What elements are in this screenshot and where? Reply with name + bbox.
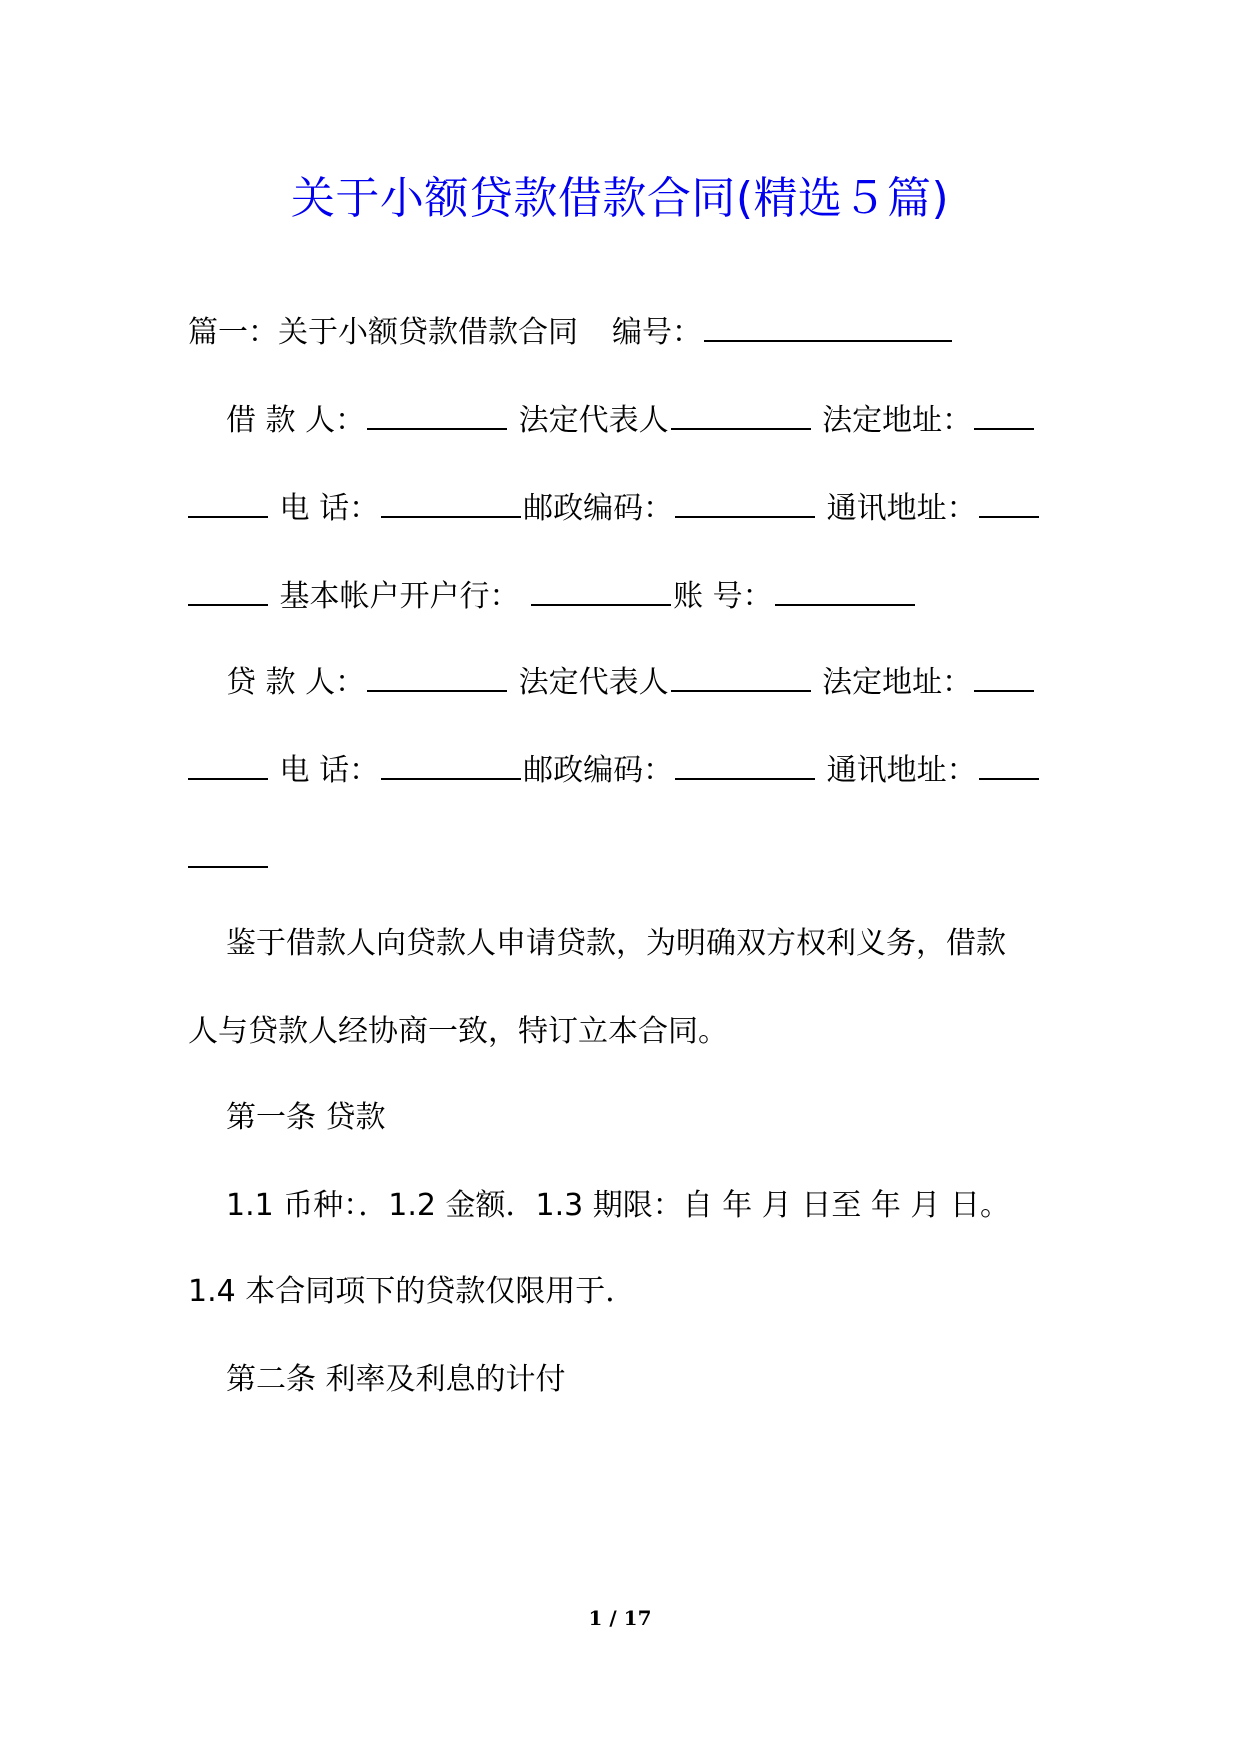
borrower-address-blank[interactable] <box>974 398 1034 430</box>
lender-mail-blank-cont[interactable] <box>188 836 268 868</box>
lender-name-label: 贷 款 人： <box>226 665 366 700</box>
article-2-title: 第二条 利率及利息的计付 <box>226 1362 566 1397</box>
borrower-mail-blank[interactable] <box>979 486 1039 518</box>
lender-postcode-label: 邮政编码： <box>523 753 674 788</box>
borrower-line-2 <box>188 486 1064 531</box>
borrower-mail-blank-cont[interactable] <box>188 574 268 606</box>
lender-postcode-blank[interactable] <box>675 748 815 780</box>
borrower-name-blank[interactable] <box>367 398 507 430</box>
contract-number-label: 编号： <box>612 315 702 350</box>
borrower-postcode-label: 邮政编码： <box>523 491 674 526</box>
lender-mail-blank[interactable] <box>979 748 1039 780</box>
article-1-title: 第一条 贷款 <box>226 1100 386 1135</box>
lender-mail-label: 通讯地址： <box>826 753 977 788</box>
lender-line-1 <box>188 660 1064 705</box>
borrower-phone-label: 电 话： <box>279 491 380 526</box>
lender-phone-blank[interactable] <box>381 748 521 780</box>
borrower-address-label: 法定地址： <box>822 403 973 438</box>
borrower-rep-label: 法定代表人 <box>518 403 669 438</box>
chapter-heading-line <box>188 310 1064 355</box>
chapter-heading: 篇一：关于小额贷款借款合同 <box>188 315 578 350</box>
borrower-bank-blank[interactable] <box>531 574 671 606</box>
article-1-clause-1: 1.1 币种：．1.2 金额．1.3 期限：自 年 月 日至 年 月 日。 <box>226 1188 1010 1223</box>
lender-rep-label: 法定代表人 <box>518 665 669 700</box>
lender-address-blank-cont[interactable] <box>188 748 268 780</box>
lender-phone-label: 电 话： <box>279 753 380 788</box>
borrower-postcode-blank[interactable] <box>675 486 815 518</box>
lender-rep-blank[interactable] <box>671 660 811 692</box>
borrower-name-label: 借 款 人： <box>226 403 366 438</box>
document-title: 关于小额贷款借款合同(精选５篇) <box>290 173 950 224</box>
borrower-line-1 <box>188 398 1064 443</box>
lender-line-2 <box>188 748 1064 793</box>
article-1-clause-2: 1.4 本合同项下的贷款仅限用于． <box>188 1274 636 1309</box>
borrower-rep-blank[interactable] <box>671 398 811 430</box>
lender-name-blank[interactable] <box>367 660 507 692</box>
borrower-account-blank[interactable] <box>775 574 915 606</box>
contract-number-blank[interactable] <box>704 310 952 342</box>
preamble-line-1: 鉴于借款人向贷款人申请贷款，为明确双方权利义务，借款 <box>226 926 1006 961</box>
page-indicator: 1 / 17 <box>588 1606 652 1630</box>
borrower-account-label: 账 号： <box>673 579 773 614</box>
lender-address-blank[interactable] <box>974 660 1034 692</box>
borrower-line-3 <box>188 574 1064 619</box>
lender-address-label: 法定地址： <box>822 665 973 700</box>
borrower-phone-blank[interactable] <box>381 486 521 518</box>
borrower-bank-label: 基本帐户开户行： <box>279 579 520 614</box>
borrower-address-blank-cont[interactable] <box>188 486 268 518</box>
borrower-mail-label: 通讯地址： <box>826 491 977 526</box>
preamble-line-2: 人与贷款人经协商一致，特订立本合同。 <box>188 1014 728 1049</box>
lender-line-3 <box>188 836 1064 881</box>
